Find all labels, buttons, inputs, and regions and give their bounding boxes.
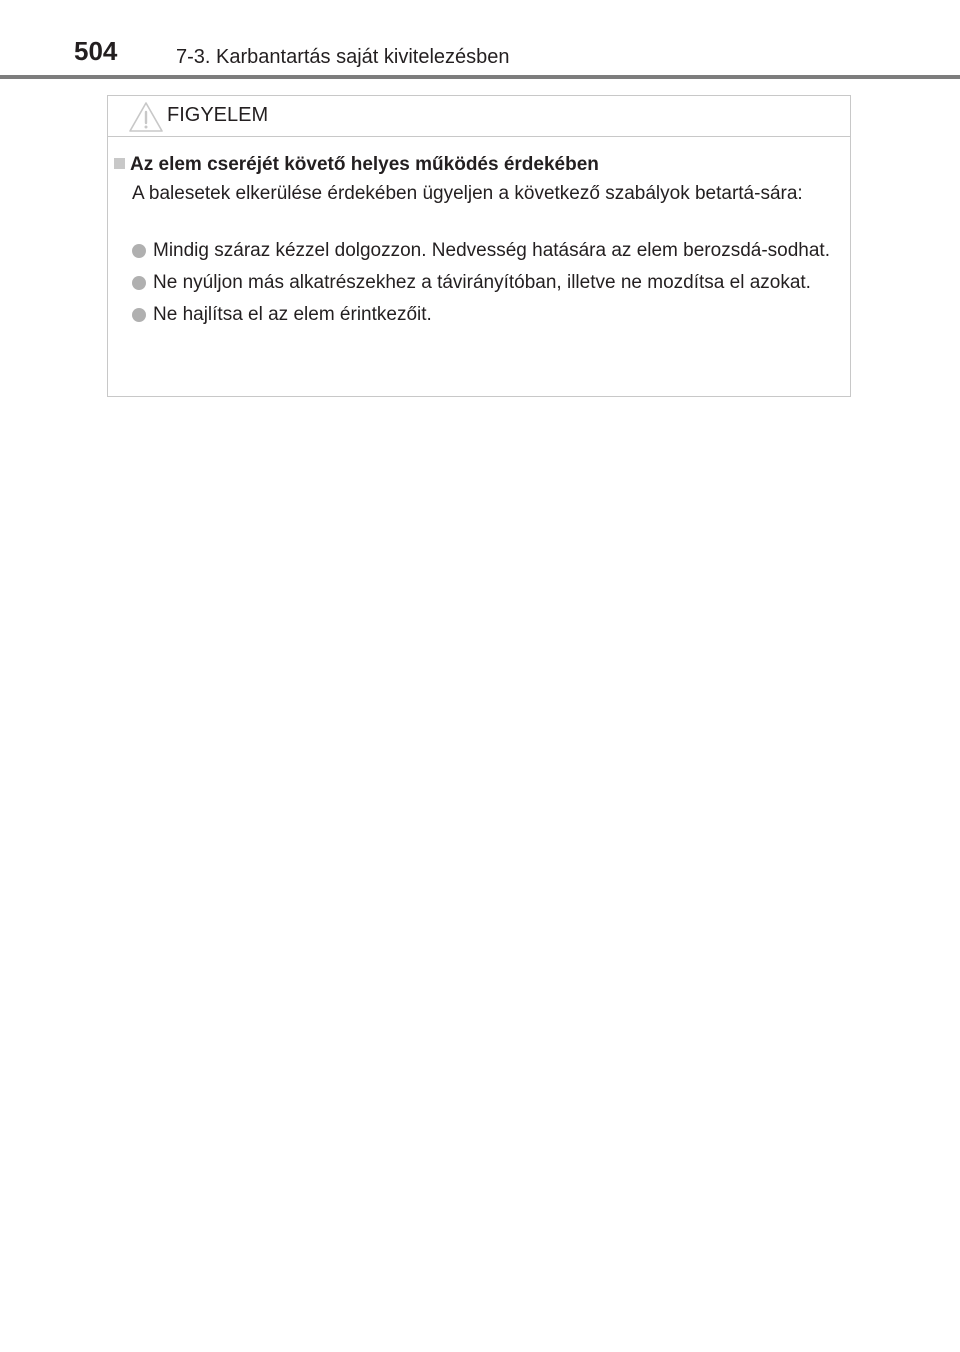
list-item (132, 269, 844, 297)
warning-header (108, 96, 850, 137)
warning-triangle-icon (128, 101, 164, 133)
bullet-text: Ne hajlítsa el az elem érintkezőit. (153, 304, 432, 325)
warning-heading (114, 152, 834, 178)
page-number: 504 (74, 36, 118, 66)
bullet-text: Mindig száraz kézzel dolgozzon. Nedvesség hatására az elem berozsdá-sodhat. (153, 240, 830, 261)
bullet-dot-icon (132, 308, 146, 322)
section-title: 7-3. Karbantartás saját kivitelezésben (176, 46, 510, 68)
warning-heading-text: Az elem cseréjét követő helyes működés érdekében (130, 154, 599, 175)
list-item (132, 237, 844, 265)
bullet-dot-icon (132, 244, 146, 258)
list-item (132, 301, 844, 329)
square-bullet-icon (114, 158, 125, 169)
warning-intro: A balesetek elkerülése érdekében ügyeljen a következő szabályok betartá-sára: (132, 183, 803, 204)
bullet-dot-icon (132, 276, 146, 290)
page-header (0, 0, 960, 80)
header-divider (0, 75, 960, 79)
bullet-text: Ne nyúljon más alkatrészekhez a távirányítóban, illetve ne mozdítsa el azokat. (153, 272, 811, 293)
warning-bullet-list (132, 237, 844, 333)
warning-box (107, 95, 851, 397)
warning-label: FIGYELEM (167, 104, 269, 126)
